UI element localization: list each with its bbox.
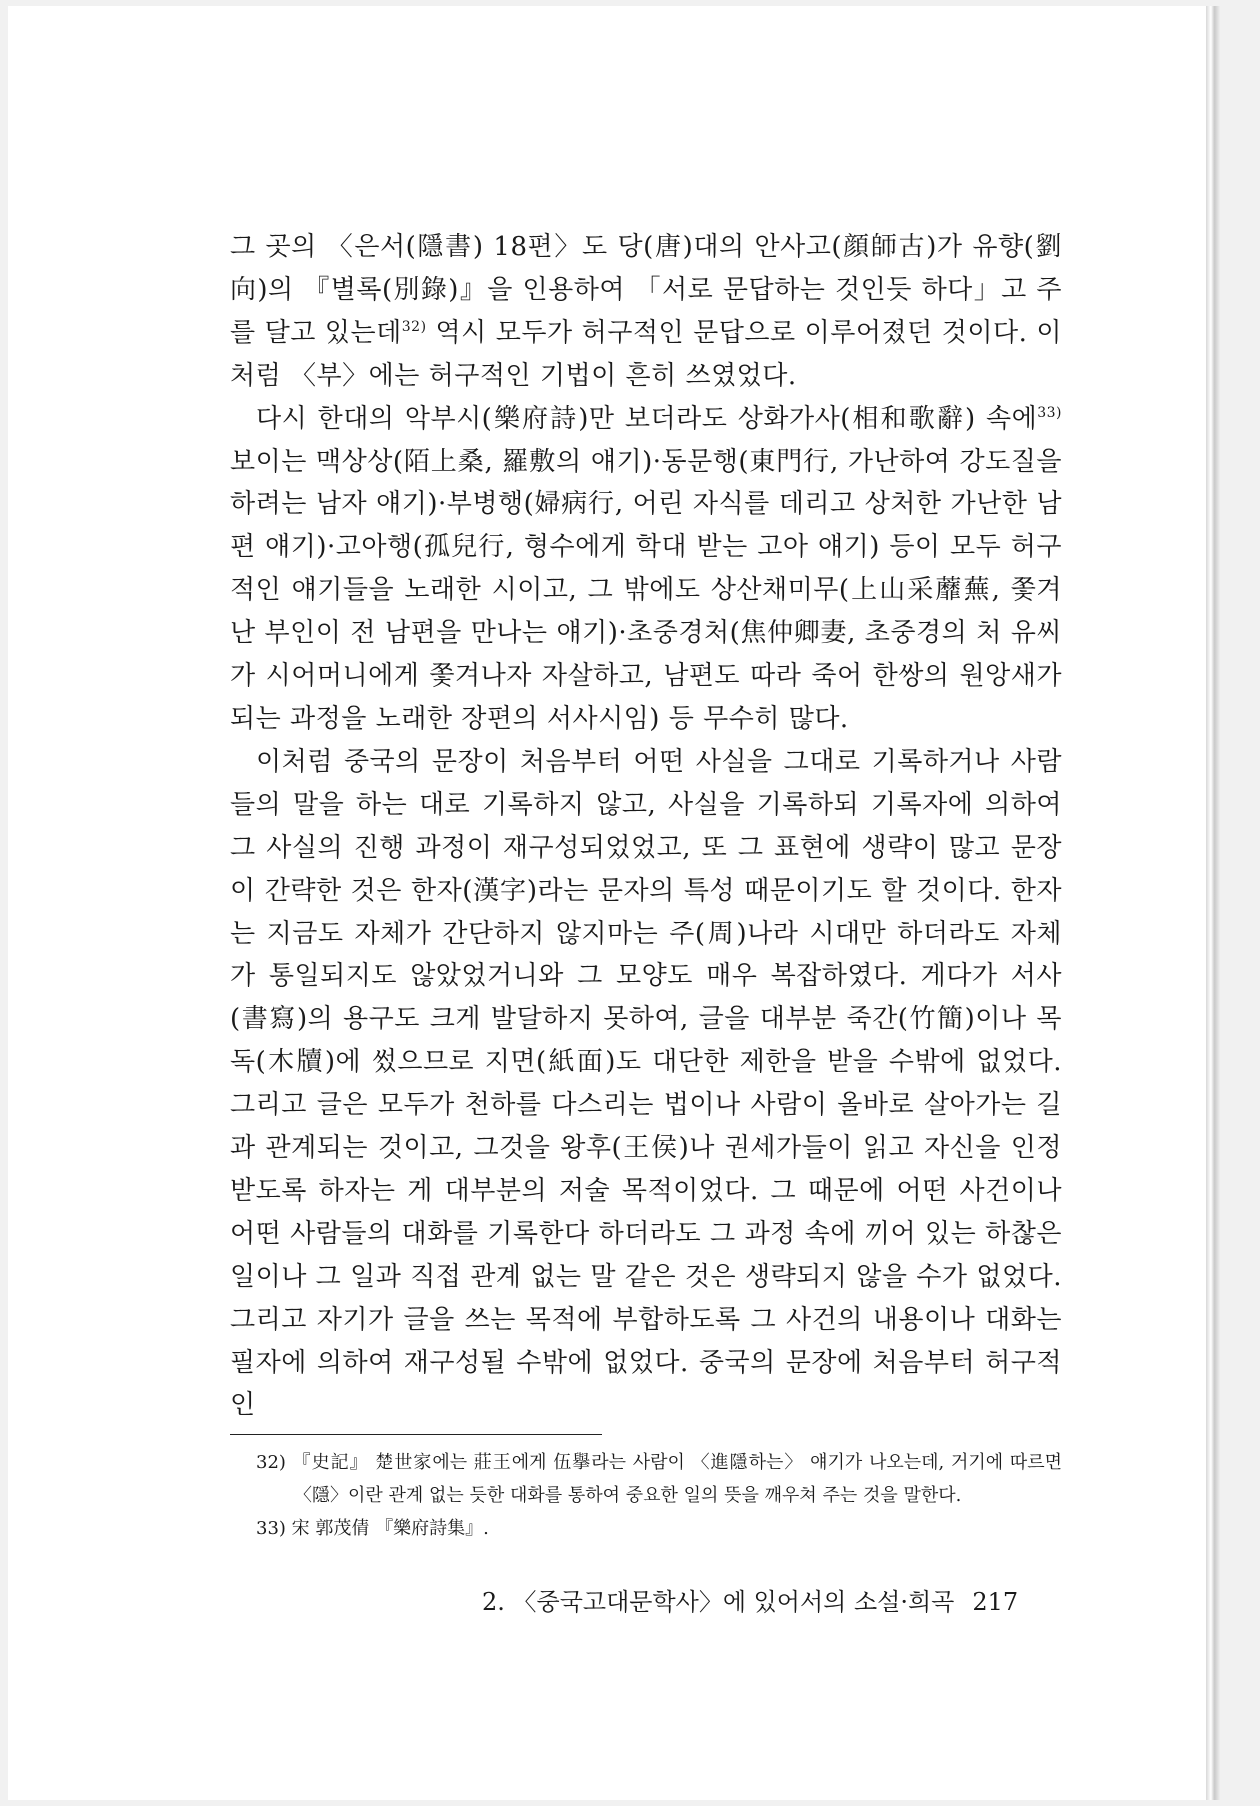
footnotes — [256, 1446, 1062, 1545]
paragraph-1-continued: 역시 모두가 허구적인 문답으로 이루어졌던 것이다. 이처럼 〈부〉에는 허구적인 기법이 흔히 쓰였었다. — [230, 317, 1062, 391]
paragraph-3: 이처럼 중국의 문장이 처음부터 어떤 사실을 그대로 기록하거나 사람들의 말을 하는 대로 기록하지 않고, 사실을 기록하되 기록자에 의하여 그 사실의 진행 과정이 재구성되었었고, 또 그 표현에 생략이 많고 문장이 간략한 것은 한자(漢字)라는 문자의 특성 때문이기도 할 것이다. 한자는 지금도 자체가 간단하지 않지마는 주(周)나라 시대만 하더라도 자체가 통일되지도 않았었거니와 그 모양도 매우 복잡하였다. 게다가 서사(書寫)의 용구도 크게 발달하지 못하여, 글을 대부분 죽간(竹簡)이나 목독(木牘)에 썼으므로 지면(紙面)도 대단한 제한을 받을 수밖에 없었다. 그리고 글은 모두가 천하를 다스리는 법이나 사람이 올바로 살아가는 길과 관계되는 것이고, 그것을 왕후(王侯)나 권세가들이 읽고 자신을 인정받도록 하자는 게 대부분의 저술 목적이었다. 그 때문에 어떤 사건이나 어떤 사람들의 대화를 기록한다 하더라도 그 과정 속에 끼어 있는 하찮은 일이나 그 일과 직접 관계 없는 말 같은 것은 생략되지 않을 수가 없었다. 그리고 자기가 글을 쓰는 목적에 부합하도록 그 사건의 내용이나 대화는 필자에 의하여 재구성될 수밖에 없었다. 중국의 문장에 처음부터 허구적인 — [230, 746, 1062, 1421]
footnote-number: 32) — [256, 1452, 286, 1473]
footnote-33 — [256, 1512, 1062, 1545]
footnote-text: 『史記』 楚世家에는 莊王에게 伍擧라는 사람이 〈進隱하는〉 얘기가 나오는데, 거기에 따르면 〈隱〉이란 관계 없는 듯한 대화를 통하여 중요한 일의 뜻을 깨우쳐 주는 것을 말한다. — [292, 1452, 1062, 1506]
paragraph-2-text: 다시 한대의 악부시(樂府詩)만 보더라도 상화가사(相和歌辭) 속에 — [256, 403, 1038, 434]
page-edge — [1206, 6, 1220, 1800]
footnote-32 — [256, 1446, 1062, 1512]
running-title: 2. 〈중국고대문학사〉에 있어서의 소설·희곡 — [482, 1588, 955, 1616]
running-footer — [482, 1582, 1042, 1617]
footnote-divider — [230, 1434, 602, 1435]
book-page — [8, 6, 1206, 1800]
footnote-number: 33) — [256, 1518, 286, 1539]
footnote-ref-32: 32) — [401, 318, 427, 335]
page-number: 217 — [972, 1588, 1019, 1616]
paragraph-1-text: 그 곳의 〈은서(隱書) 18편〉도 당(唐)대의 안사고(顔師古)가 유향(劉向)의 『별록(別錄)』을 인용하여 「서로 문답하는 것인듯 하다」고 주를 달고 있는데 — [230, 232, 1062, 348]
paragraph-2 — [230, 398, 1062, 741]
paragraph-1 — [230, 226, 1062, 398]
paragraph-2-continued: 보이는 맥상상(陌上桑, 羅敷의 얘기)·동문행(東門行, 가난하여 강도질을 하려는 남자 얘기)·부병행(婦病行, 어린 자식를 데리고 상처한 가난한 남편 얘기)·고아행(孤兒行, 형수에게 학대 받는 고아 얘기) 등이 모두 허구적인 얘기들을 노래한 시이고, 그 밖에도 상산채미무(上山采蘼蕪, 쫓겨난 부인이 전 남편을 만나는 얘기)·초중경처(焦仲卿妻, 초중경의 처 유씨가 시어머니에게 쫓겨나자 자살하고, 남편도 따라 죽어 한쌍의 원앙새가 되는 과정을 노래한 장편의 서사시임) 등 무수히 많다. — [230, 446, 1062, 734]
main-text — [230, 226, 1062, 1427]
footnote-ref-33: 33) — [1037, 404, 1062, 421]
footnote-text: 宋 郭茂倩 『樂府詩集』. — [291, 1518, 489, 1539]
